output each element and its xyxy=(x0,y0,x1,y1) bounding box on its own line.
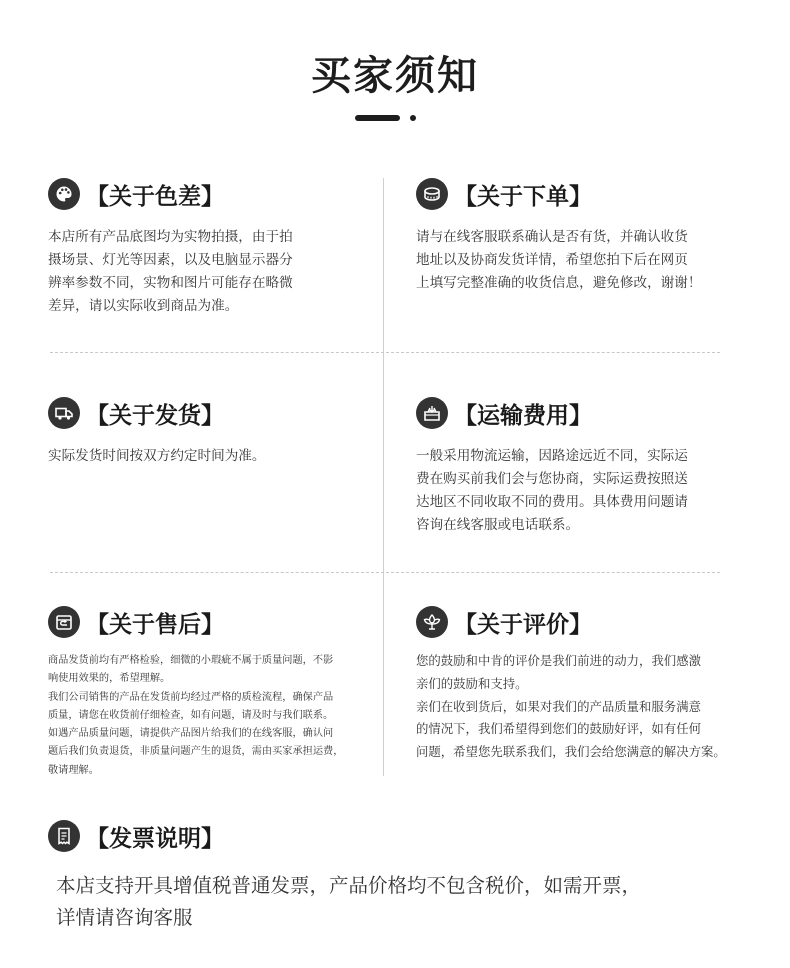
title-underline-bar xyxy=(355,115,400,121)
section-heading: 【关于下单】 xyxy=(454,183,592,210)
section-text: 请与在线客服联系确认是否有货，并确认收货 地址以及协商发货详情，希望您拍下后在网页 上填写完整准确的收货信息，避免修改，谢谢！ xyxy=(416,229,702,291)
section-text: 实际发货时间按双方约定时间为准。 xyxy=(48,448,266,464)
flower-icon xyxy=(416,606,448,638)
section-text: 一般采用物流运输，因路途远近不同，实际运 费在购买前我们会与您协商，实际运费按照送 达地区不同收取不同的费用。具体费用问题请 咨询在线客服或电话联系。 xyxy=(416,448,688,533)
section-invoice xyxy=(48,818,748,934)
section-text: 您的鼓励和中肯的评价是我们前进的动力，我们感激 亲们的鼓励和支持。 亲们在收到货后，如果对我们的产品质量和服务满意 的情况下，我们希望得到您们的鼓励好评，如有任何 问题，希望您先联系我们，我们会给您满意的解决方案。 xyxy=(416,653,726,760)
tape-measure-icon xyxy=(416,178,448,210)
row-divider-1 xyxy=(50,352,720,353)
package-icon xyxy=(416,397,448,429)
truck-icon xyxy=(48,397,80,429)
section-text: 商品发货前均有严格检验，细微的小瑕疵不属于质量问题，不影 响使用效果的，希望理解。 我们公司销售的产品在发货前均经过严格的质检流程，确保产品 质量，请您在收货前仔细检查，如有问题，请及时与我们联系。 如遇产品质量问题，请提供产品图片给我们的在线客服，确认问 题后我们负责退货，非质量问题产生的退货，需由买家承担运费， 敬请理解。 xyxy=(48,655,344,776)
section-freight-cost xyxy=(416,395,746,537)
section-reviews xyxy=(416,604,746,764)
palette-icon xyxy=(48,178,80,210)
section-ordering xyxy=(416,176,746,295)
section-heading: 【关于色差】 xyxy=(86,183,224,210)
section-heading: 【关于评价】 xyxy=(454,611,592,638)
column-divider xyxy=(383,178,384,776)
page-title: 买家须知 xyxy=(311,53,479,99)
section-heading: 【发票说明】 xyxy=(86,825,224,852)
section-after-sales xyxy=(48,604,378,780)
section-color-difference xyxy=(48,176,373,318)
receipt-icon xyxy=(48,820,80,852)
return-box-icon xyxy=(48,606,80,638)
section-shipping xyxy=(48,395,373,468)
row-divider-2 xyxy=(50,572,720,573)
section-heading: 【关于售后】 xyxy=(86,611,224,638)
section-text: 本店支持开具增值税普通发票，产品价格均不包含税价，如需开票， 详情请咨询客服 xyxy=(56,874,642,929)
section-heading: 【运输费用】 xyxy=(454,402,592,429)
section-heading: 【关于发货】 xyxy=(86,402,224,429)
section-text: 本店所有产品底图均为实物拍摄，由于拍 摄场景、灯光等因素，以及电脑显示器分 辨率参数不同，实物和图片可能存在略微 差异，请以实际收到商品为准。 xyxy=(48,229,293,314)
title-underline-dot xyxy=(410,115,416,121)
